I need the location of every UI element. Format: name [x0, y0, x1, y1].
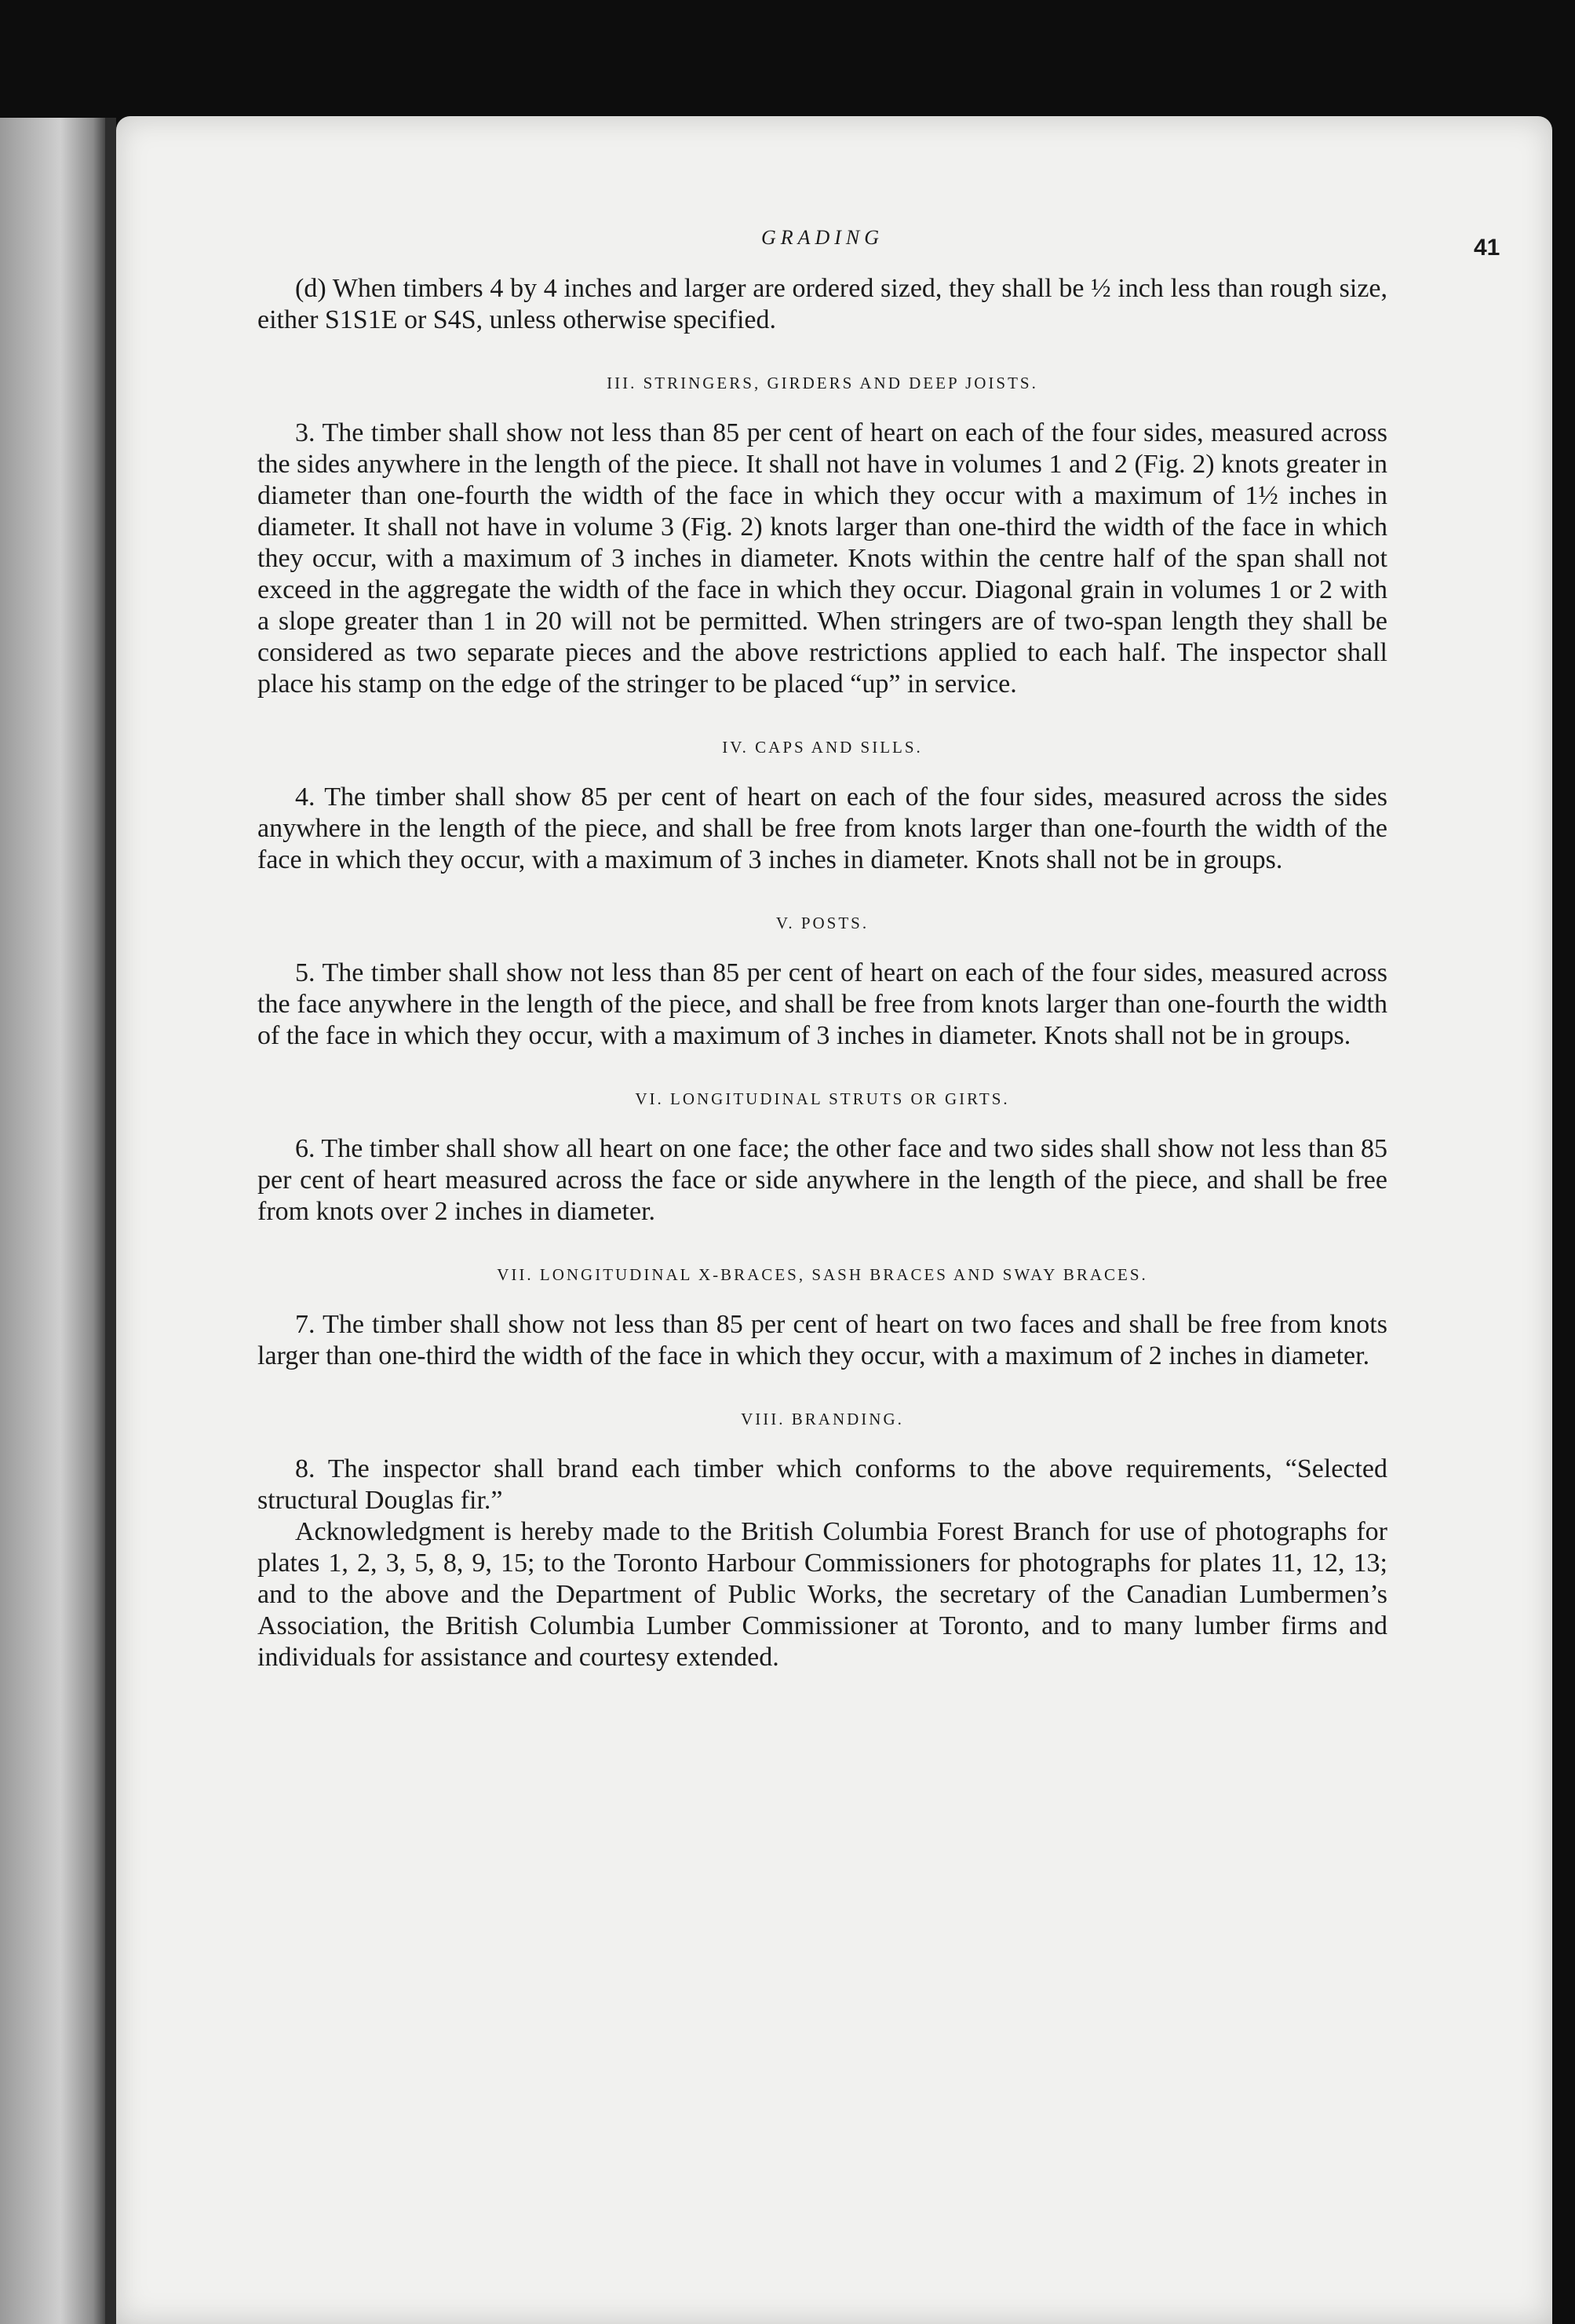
paragraph-6: 6. The timber shall show all heart on one face; the other face and two sides shall show not less than 85 per cent of heart measured across the face or side anywhere in the length of the piece, and shall be free from knots over 2 inches in diameter. — [257, 1134, 1387, 1226]
adjacent-page-edge — [0, 118, 110, 2324]
acknowledgment-paragraph: Acknowledgment is hereby made to the British Columbia Forest Branch for use of photographs for plates 1, 2, 3, 5, 8, 9, 15; to the Toronto Harbour Commissioners for photographs for plates 11, 12, 13; and to the above and the Department of Public Works, the secretary of the Canadian Lumbermen’s Association, the British Columbia Lumber Commissioner at Toronto, and to many lumber firms and individuals for assistance and courtesy extended. — [257, 1517, 1387, 1672]
paragraph-7: 7. The timber shall show not less than 85 per cent of heart on two faces and shall be free from knots larger than one-third the width of the face in which they occur, with a maximum of 2 inches in diameter. — [257, 1310, 1387, 1370]
paragraph-5: 5. The timber shall show not less than 85 per cent of heart on each of the four sides, measured across the face anywhere in the length of the piece, and shall be free from knots larger than one-fourth the width of the face in which they occur, with a maximum of 3 inches in diameter. Knots shall not be in groups. — [257, 958, 1387, 1050]
paragraph-4: 4. The timber shall show 85 per cent of heart on each of the four sides, measured across the sides anywhere in the length of the piece, and shall be free from knots larger than one-fourth the width of the face in which they occur, with a maximum of 3 inches in diameter. Knots shall not be in groups. — [257, 783, 1387, 874]
page-number: 41 — [1474, 235, 1500, 261]
paragraph-d-clause: (d) When timbers 4 by 4 inches and larger are ordered sized, they shall be ½ inch less than rough size, either S1S1E or S4S, unless otherwise specified. — [257, 274, 1387, 334]
section-heading-posts: V. POSTS. — [775, 914, 870, 932]
section-heading-stringers: III. STRINGERS, GIRDERS AND DEEP JOISTS. — [607, 374, 1038, 392]
paragraph-3: 3. The timber shall show not less than 85 per cent of heart on each of the four sides, measured across the sides anywhere in the length of the piece. It shall not have in volumes 1 and 2 (Fig. 2) knots greater in diameter than one-fourth the width of the face in which they occur with a maximum of 1½ inches in diameter. It shall not have in volume 3 (Fig. 2) knots larger than one-third the width of the face in which they occur, with a maximum of 3 inches in diameter. Knots within the centre half of the span shall not exceed in the aggregate the width of the face in which they occur. Diagonal grain in volumes 1 or 2 with a slope greater than 1 in 20 will not be permitted. When stringers are of two-span length they shall be considered as two separate pieces and the above restrictions applied to each half. The inspector shall place his stamp on the edge of the stringer to be placed “up” in service. — [257, 418, 1387, 699]
running-title: GRADING — [760, 226, 884, 249]
book-spine — [105, 118, 116, 2324]
section-heading-struts-girts: VI. LONGITUDINAL STRUTS OR GIRTS. — [635, 1089, 1010, 1108]
book-page — [116, 116, 1552, 2324]
section-heading-caps-sills: IV. CAPS AND SILLS. — [722, 738, 923, 757]
paragraph-8: 8. The inspector shall brand each timber which conforms to the above requirements, “Selected structural Douglas fir.” — [257, 1454, 1387, 1515]
section-heading-braces: VII. LONGITUDINAL X-BRACES, SASH BRACES AND SWAY BRACES. — [497, 1265, 1148, 1284]
page-body — [257, 273, 1387, 1673]
section-heading-branding: VIII. BRANDING. — [741, 1410, 904, 1428]
